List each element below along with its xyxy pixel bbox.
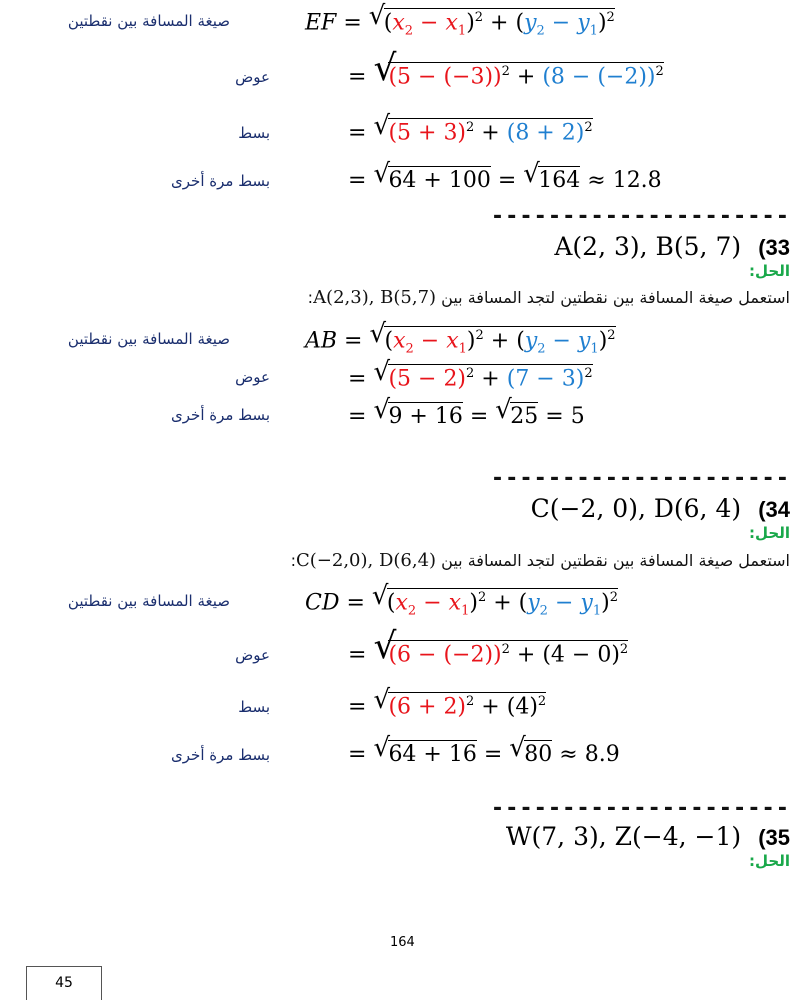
page-box-number: 45 xyxy=(26,966,102,1000)
page-number: 164 xyxy=(390,935,415,950)
label-formula: صيغة المسافة بين نقطتين xyxy=(67,330,230,348)
problem-34-points: C(−2, 0), D(6, 4) xyxy=(530,494,742,523)
problem-35-solution-label: الحل: xyxy=(749,852,790,870)
label-substitute: عوض xyxy=(235,68,270,86)
equation-ef-formula: EF = √ $(x_2 - x_1)^2 + (y_2 - y_1)^2$ xyxy=(305,1,615,39)
label-simplify: بسط xyxy=(238,698,270,716)
problem-33-heading xyxy=(554,232,790,261)
ef-sub-a: (5 − (−3)) xyxy=(388,64,502,90)
label-simplify-again: بسط مرة أخرى xyxy=(171,406,270,424)
equation-ef-substitute: = √ $(5 - (-3))^2 + (8 - (-2))^2$ xyxy=(348,48,664,90)
equation-ab-substitute: = √ $(5 - 2)^2 + (7 - 3)^2$ xyxy=(348,357,593,392)
equation-ab-final: = √ 9 + 16 = √ 25 = 5 xyxy=(348,395,585,429)
lhs: AB xyxy=(305,328,338,354)
cd-final-mid: 80 xyxy=(524,742,553,767)
problem-33-number: (33 xyxy=(758,235,790,260)
problem-34-intro: استعمل صيغة المسافة بين نقطتين لتجد المسافة بين C(−2,0), D(6,4): xyxy=(290,550,790,571)
equation-cd-simplify: = √ $(6 + 2)^2 + (4)^2$ xyxy=(348,685,547,720)
ab-sub-b: (7 − 3) xyxy=(506,366,585,392)
problem-33-intro-points: A(2,3), B(5,7) xyxy=(313,287,437,308)
problem-35-heading xyxy=(506,822,790,851)
ef-final-inner: 64 + 100 xyxy=(388,168,491,193)
problem-33-intro: استعمل صيغة المسافة بين نقطتين لتجد المسافة بين A(2,3), B(5,7): xyxy=(307,287,790,308)
label-simplify: بسط xyxy=(238,124,270,142)
equation-cd-formula: CD = √ $(x_2 - x_1)^2 + (y_2 - y_1)^2$ xyxy=(305,581,618,619)
problem-35-points: W(7, 3), Z(−4, −1) xyxy=(505,822,742,851)
equation-ef-final: = √ 64 + 100 = √ 164 ≈ 12.8 xyxy=(348,159,662,193)
ef-sub-b: (8 − (−2)) xyxy=(542,64,656,90)
ab-final-mid: 25 xyxy=(510,404,539,429)
cd-final-inner: 64 + 16 xyxy=(388,742,477,767)
label-formula: صيغة المسافة بين نقطتين xyxy=(67,592,230,610)
problem-34-intro-text: استعمل صيغة المسافة بين نقطتين لتجد المسافة بين xyxy=(441,551,790,570)
lhs: EF xyxy=(305,10,337,36)
equation-ab-formula: AB = √ $(x_2 - x_1)^2 + (y_2 - y_1)^2$ xyxy=(305,319,616,357)
separator-1: --------------------- xyxy=(490,204,790,229)
cd-simp-b: (4) xyxy=(506,694,538,720)
cd-final-result: ≈ 8.9 xyxy=(559,742,620,767)
cd-sub-a: (6 − (−2)) xyxy=(388,642,502,668)
ef-final-result: ≈ 12.8 xyxy=(587,168,662,193)
equation-cd-substitute: = √ $(6 - (-2))^2 + (4 - 0)^2$ xyxy=(348,626,629,668)
problem-34-intro-points: C(−2,0), D(6,4) xyxy=(296,550,437,571)
problem-34-heading xyxy=(531,494,790,523)
problem-34-solution-label: الحل: xyxy=(749,524,790,542)
label-simplify-again: بسط مرة أخرى xyxy=(171,746,270,764)
cd-simp-a: (6 + 2) xyxy=(388,694,467,720)
label-substitute: عوض xyxy=(235,368,270,386)
label-substitute: عوض xyxy=(235,646,270,664)
ef-simp-b: (8 + 2) xyxy=(506,120,585,146)
problem-33-points: A(2, 3), B(5, 7) xyxy=(554,232,742,261)
ab-final-inner: 9 + 16 xyxy=(388,404,463,429)
cd-sub-b: (4 − 0) xyxy=(542,642,620,668)
label-formula: صيغة المسافة بين نقطتين xyxy=(67,12,230,30)
lhs: CD xyxy=(305,590,340,616)
ab-final-result: = 5 xyxy=(545,404,585,429)
equation-cd-final: = √ 64 + 16 = √ 80 ≈ 8.9 xyxy=(348,733,620,767)
ab-sub-a: (5 − 2) xyxy=(388,366,467,392)
problem-34-number: (34 xyxy=(758,497,790,522)
problem-33-solution-label: الحل: xyxy=(749,262,790,280)
equation-ef-simplify: = √ $(5 + 3)^2 + (8 + 2)^2$ xyxy=(348,111,593,146)
problem-35-number: (35 xyxy=(758,825,790,850)
label-simplify-again: بسط مرة أخرى xyxy=(171,172,270,190)
ef-final-mid: 164 xyxy=(538,168,581,193)
ef-simp-a: (5 + 3) xyxy=(388,120,467,146)
problem-33-intro-text: استعمل صيغة المسافة بين نقطتين لتجد المسافة بين xyxy=(441,288,790,307)
separator-3: --------------------- xyxy=(490,796,790,821)
separator-2: --------------------- xyxy=(490,466,790,491)
